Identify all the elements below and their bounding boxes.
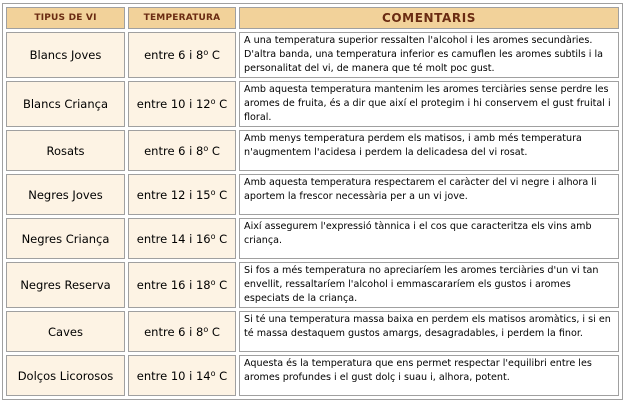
wine-type: Rosats [46,143,85,158]
header-temperature: TEMPERATURA [128,7,236,29]
wine-type: Negres Joves [28,187,103,202]
degree-mark: o [203,324,209,334]
wine-temperature-table-wrapper [2,3,623,400]
comment-text: Aquesta és la temperatura que ens permet respectar l'equilibri entre les aromes profundes i el gust dolç i suau i, alhora, potent. [244,358,592,383]
temperature-unit: C [215,231,228,246]
temperature-unit: C [208,143,220,158]
wine-type-cell [6,262,125,308]
comment-cell [239,218,619,259]
comment-text: Així assegurem l'expressió tànnica i el cos que caracteritza els vins amb criança. [244,221,592,246]
wine-temperature-table [2,3,623,400]
wine-type: Dolços Licorosos [17,368,114,383]
wine-type: Caves [48,324,83,339]
temperature-unit: C [215,368,228,383]
table-row [6,130,619,171]
temperature-range: entre 6 i 8 [144,324,204,339]
temperature-unit: C [208,324,220,339]
temperature-range: entre 10 i 14 [136,368,211,383]
table-row [6,355,619,396]
wine-type: Blancs Criança [22,97,109,111]
wine-type-cell [6,174,125,215]
degree-mark: o [210,97,216,106]
comment-cell [239,311,619,352]
table-row [6,81,619,127]
comment-cell [239,262,619,308]
comment-text: Si té una temperatura massa baixa en perdem els matisos aromàtics, i si en té massa destaquem gustos amargs, desagradables, i perdem la finor. [244,314,611,339]
temperature-cell [128,81,236,127]
degree-mark: o [210,187,216,197]
wine-type-cell [6,218,125,259]
temperature-cell [128,311,236,352]
header-wine-type: TIPUS DE VI [6,7,125,29]
temperature-range: entre 10 i 12 [136,97,211,111]
temperature-range: entre 14 i 16 [136,231,211,246]
table-row [6,262,619,308]
comment-text: A una temperatura superior ressalten l'alcohol i les aromes secundàries. D'altra banda, una temperatura inferior es camuflen les aromes subtils i la personalitat del vi, de manera que té molt poc gust. [244,35,604,74]
degree-mark: o [203,48,209,57]
comment-text: Amb menys temperatura perdem els matisos, i amb més temperatura n'augmentem l'acidesa i perdem la delicadesa del vi rosat. [244,133,582,158]
wine-type: Blancs Joves [29,48,102,62]
temperature-unit: C [208,48,220,62]
temperature-unit: C [215,187,228,202]
temperature-range: entre 6 i 8 [144,48,204,62]
wine-type-cell [6,81,125,127]
wine-type-cell [6,130,125,171]
table-row [6,311,619,352]
temperature-range: entre 12 i 15 [136,187,211,202]
degree-mark: o [210,278,216,287]
comment-text: Amb aquesta temperatura mantenim les aromes terciàries sense perdre les aromes de fruita, és a dir que així el protegim i hi conservem el gust fruital i floral. [244,84,611,123]
temperature-cell [128,262,236,308]
header-comments: COMENTARIS [239,7,619,29]
temperature-unit: C [215,278,228,292]
degree-mark: o [210,231,216,241]
temperature-unit: C [215,97,228,111]
degree-mark: o [203,143,209,153]
temperature-range: entre 6 i 8 [144,143,204,158]
wine-type-cell [6,355,125,396]
table-row [6,32,619,78]
comment-cell [239,130,619,171]
temperature-cell [128,355,236,396]
wine-type: Negres Reserva [20,278,111,292]
temperature-range: entre 16 i 18 [136,278,211,292]
comment-cell [239,355,619,396]
header-row [6,7,619,29]
temperature-cell [128,218,236,259]
comment-cell [239,174,619,215]
comment-text: Si fos a més temperatura no apreciaríem les aromes terciàries d'un vi tan envellit, ressaltaríem l'alcohol i emmascararíem els gustos i aromes especiats de la criança. [244,265,599,304]
wine-type-cell [6,32,125,78]
temperature-cell [128,174,236,215]
comment-cell [239,32,619,78]
degree-mark: o [210,368,216,378]
wine-type: Negres Criança [21,231,110,246]
table-row [6,174,619,215]
comment-text: Amb aquesta temperatura respectarem el caràcter del vi negre i alhora li aportem la frescor necessària per a un vi jove. [244,177,597,202]
temperature-cell [128,32,236,78]
wine-type-cell [6,311,125,352]
comment-cell [239,81,619,127]
temperature-cell [128,130,236,171]
table-row [6,218,619,259]
